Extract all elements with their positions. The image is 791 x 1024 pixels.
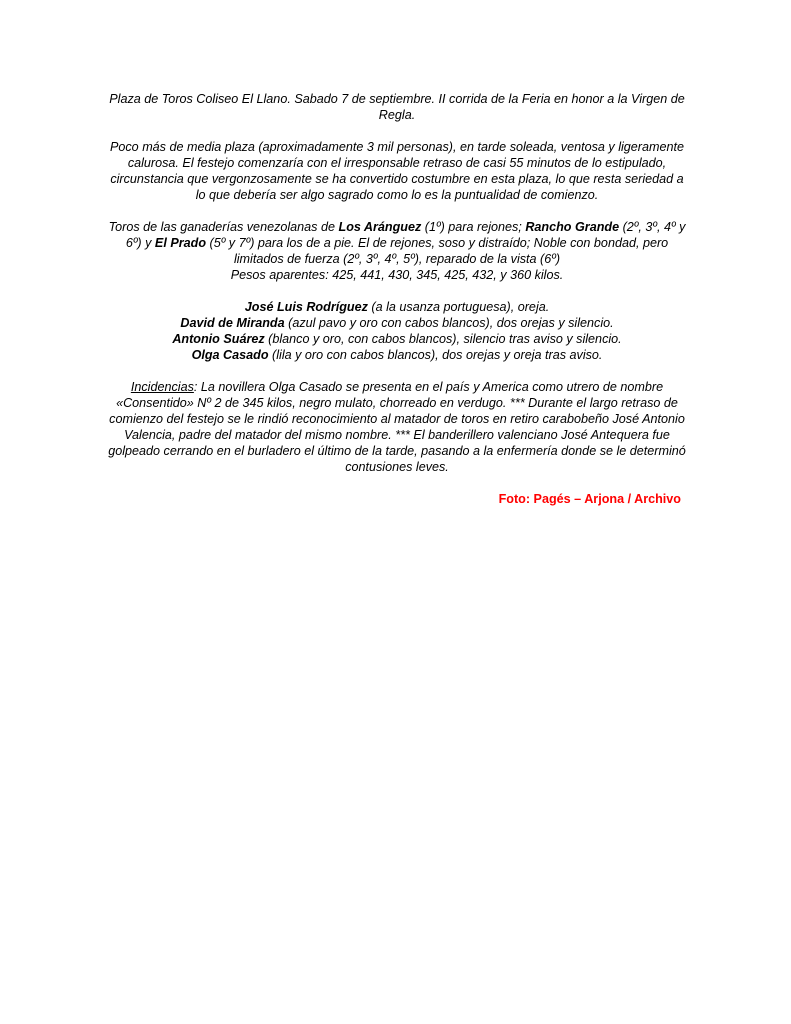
- torero-name: Antonio Suárez: [172, 332, 265, 346]
- torero-result: (azul pavo y oro con cabos blancos), dos orejas y silencio.: [284, 316, 614, 330]
- results-list: [108, 299, 686, 363]
- photo-credit: Foto: Pagés – Arjona / Archivo: [498, 492, 681, 506]
- incidents-text: : La novillera Olga Casado se presenta en el país y America como utrero de nombre «Consentido» Nº 2 de 345 kilos, negro mulato, chorreado en verdugo. *** Durante el largo retraso de comienzo del festejo se le rindió reconocimiento al matador de toros en retiro carabobeño José Antonio Valencia, padre del matador del mismo nombre. *** El banderillero valenciano José Antequera fue golpeado cerrando en el burladero el último de la tarde, pasando a la enfermería donde se le determinó contusiones leves.: [108, 380, 686, 474]
- weights-text: Pesos aparentes: 425, 441, 430, 345, 425, 432, y 360 kilos.: [230, 268, 564, 282]
- ranch-los-aranguez-note: (1º) para rejones;: [421, 220, 526, 234]
- torero-name: Olga Casado: [191, 348, 269, 362]
- result-line: [108, 331, 686, 347]
- result-line: [108, 315, 686, 331]
- ranch-rancho-grande-note: (2º, 3º, 4º y 6º) y: [125, 220, 686, 250]
- ranch-el-prado: El Prado: [154, 236, 207, 250]
- incidents-label: Incidencias: [130, 380, 194, 394]
- attendance-paragraph: [108, 139, 686, 203]
- torero-result: (a la usanza portuguesa), oreja.: [367, 300, 550, 314]
- ranch-los-aranguez: Los Aránguez: [338, 220, 422, 234]
- venue-paragraph: [108, 91, 686, 123]
- ranch-rancho-grande: Rancho Grande: [525, 220, 620, 234]
- venue-text: Plaza de Toros Coliseo El Llano. Sabado 7 de septiembre. II corrida de la Feria en honor a la Virgen de Regla.: [109, 92, 685, 122]
- incidents-paragraph: [108, 379, 686, 475]
- weights-line: [108, 267, 686, 283]
- bulls-intro: Toros de las ganaderías venezolanas de: [108, 220, 339, 234]
- torero-result: (blanco y oro, con cabos blancos), silencio tras aviso y silencio.: [264, 332, 622, 346]
- torero-name: David de Miranda: [180, 316, 285, 330]
- result-line: [108, 299, 686, 315]
- attendance-text: Poco más de media plaza (aproximadamente 3 mil personas), en tarde soleada, ventosa y ligeramente calurosa. El festejo comenzaría con el irresponsable retraso de casi 55 minutos de lo estipulado, circunstancia que vergonzosamente se ha convertido costumbre en esta plaza, lo que resta seriedad a lo que debería ser algo sagrado como lo es la puntualidad de comienzo.: [109, 140, 685, 202]
- torero-name: José Luis Rodríguez: [244, 300, 368, 314]
- torero-result: (lila y oro con cabos blancos), dos orejas y oreja tras aviso.: [268, 348, 603, 362]
- ranch-el-prado-note: (5º y 7º) para los de a pie. El de rejones, soso y distraído; Noble con bondad, pero limitados de fuerza (2º, 3º, 4º, 5º), reparado de la vista (6º): [206, 236, 669, 266]
- article-body: [108, 91, 686, 507]
- bulls-paragraph: [108, 219, 686, 267]
- result-line: [108, 347, 686, 363]
